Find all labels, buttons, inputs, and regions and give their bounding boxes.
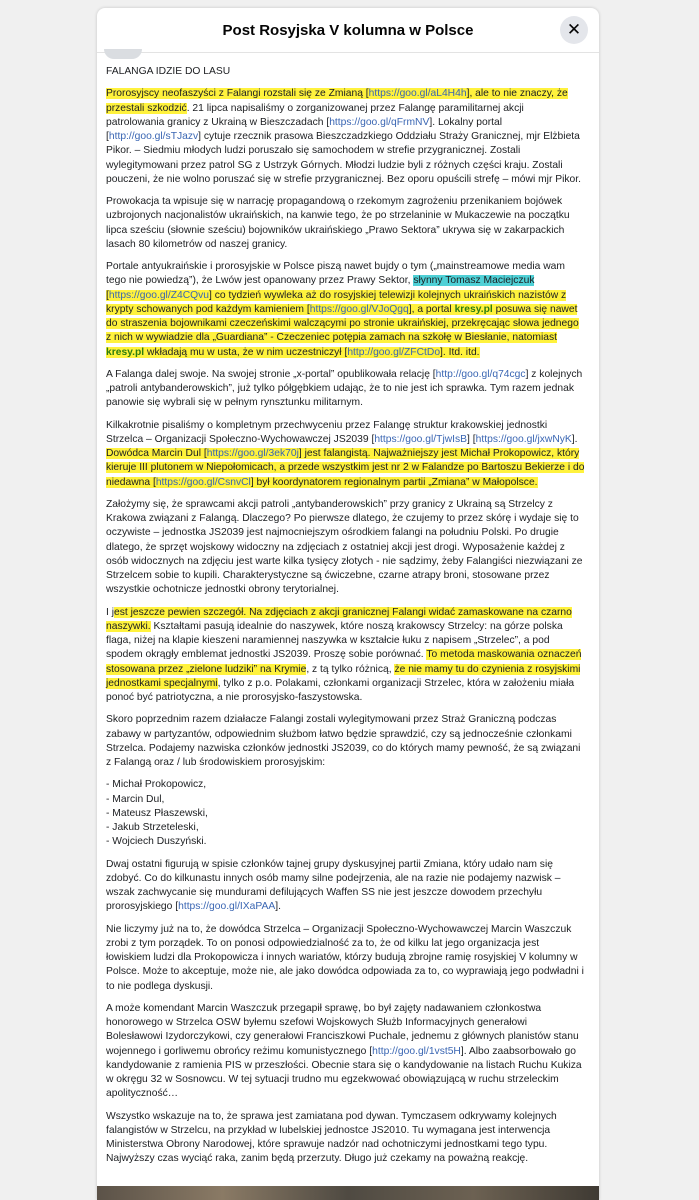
paragraph-4 — [106, 368, 585, 411]
text-segment: ], — [466, 88, 476, 100]
list-item: - Jakub Strzeteleski, — [106, 822, 199, 833]
text-segment: Prorosyjscy neofaszyści z Falangi rozstali się ze Zmianą [ — [106, 88, 369, 100]
highlighted-text: est jeszcze pewien szczegół. Na zdjęciach z akcji granicznej Falangi widać zamaskowane na czarno naszywki. — [106, 606, 572, 632]
link-kresy[interactable]: kresy.pl — [454, 303, 493, 315]
list-item: - Wojciech Duszyński. — [106, 836, 207, 848]
post-body — [97, 53, 599, 1167]
link[interactable]: https://goo.gl/jxwNyK — [475, 433, 572, 445]
paragraph-2: Prowokacja ta wpisuje się w narrację propagandową o rzekomym zagrożeniu przenikaniem bojówek uzbrojonych nacjonalistów ukraińskich, na kanwie tego, że po strzelaninie w Mukaczewie na początku lipca sześciu (słownie sześciu) bojowników ukraińskiego „Prawo Sektora” ukrywa się w zakarpackich lasach 80 kilometrów od naszej granicy. — [106, 196, 570, 250]
dialog-header — [97, 8, 599, 53]
paragraph-12: Wszystko wskazuje na to, że sprawa jest zamiatana pod dywan. Tymczasem odkrywamy kolejnych falangistów w Strzelcu, na przykład w lubelskiej jednostce JS2010. Tu wymagana jest interwencja Ministerstwa Obrony Narodowej, które sprawuje nadzór nad ochotniczymi jednostkami tego typu. Najwyższy czas wyciąć raka, zanim będą przerzuty. Długo już czekamy na poważną reakcję. — [106, 1110, 557, 1165]
link[interactable]: http://goo.gl/1vst5H — [372, 1045, 461, 1057]
close-button[interactable] — [560, 16, 588, 44]
highlighted-text: wkładają mu w usta, że w nim uczestniczył [ — [144, 346, 348, 358]
highlighted-text: To metoda maskowania oznaczeń stosowana przez „zielone ludziki” na Krymie — [106, 649, 582, 675]
link[interactable]: https://goo.gl/qFrmNV — [329, 116, 430, 128]
post-heading: FALANGA IDZIE DO LASU — [106, 66, 231, 77]
link[interactable]: https://goo.gl/TjwIsB — [374, 433, 468, 445]
link[interactable]: https://goo.gl/3ek70j — [206, 448, 299, 459]
text-segment: ]. Lokalny portal [ — [106, 116, 503, 142]
paragraph-9 — [106, 858, 585, 915]
list-item: - Marcin Dul, — [106, 793, 165, 805]
list-item: - Michał Prokopowicz, — [106, 779, 207, 791]
highlighted-text: Dowódca Marcin Dul [ — [106, 448, 207, 459]
text-segment: ]. Itd. itd. — [440, 346, 480, 358]
text-segment: Kilkakrotnie pisaliśmy o kompletnym przechwyceniu przez Falangę struktur krakowskiej jednostki Strzelca – Organizacji Społeczno-Wychowawczej JS2039 [ — [106, 419, 548, 445]
post-image-preview[interactable] — [97, 1186, 599, 1200]
highlighted-text: że nie mamy tu do czynienia z rosyjskimi jednostkami specjalnymi — [106, 663, 581, 689]
text-segment: , tylko z p.o. Polakami, członkami organizacji Strzelec, która w założeniu miała ponoć być patriotyczna, a nie prorosyjsko-faszystowska. — [106, 677, 575, 703]
avatar — [104, 49, 142, 59]
text-segment: ]. Albo zaabsorbowało go kandydowanie z ramienia PIS w przeszłości. Obecnie stara się o kandydowanie na listach Ruchu Kukiza w okręgu 32 w Sosnowcu. W tej sytuacji trudno mu egzekwować obowiązującą w ruchu strzeleckim apolityczność… — [106, 1045, 582, 1100]
text-segment: tym („mainstreamowe media wam tego nie powiedzą”), że Lwów jest opanowany przez Prawy Sektor, — [106, 261, 565, 287]
text-segment: ]. — [571, 433, 578, 445]
paragraph-3 — [106, 260, 585, 360]
text-segment: ], a portal — [408, 303, 455, 315]
text-segment: . 21 lipca napisaliśmy o zorganizowanej przez Falangę paramilitarnej akcji patrolowania granicy z Ukrainą w Bieszczadach [ — [106, 102, 524, 128]
link[interactable]: https://goo.gl/VJoQgq — [309, 303, 409, 315]
paragraph-7 — [106, 606, 585, 706]
paragraph-6: Założymy się, że sprawcami akcji patroli „antybanderowskich” przy granicy z Ukrainą są Strzelcy z Krakowa związani z Falangą. Dlaczego? Po pierwsze dlatego, że czujemy to przez skórę i wydaje się to oczywiste – jednostka JS2039 jest najmocniejszym ośrodkiem falangi na południu Polski. Po drugie dlatego, że sprzęt wojskowy widoczny na zdjęciach z ostatniej akcji jest drogi. Wyposażenie każdej z osób widocznych na zdjęciu jest warte kilka tysięcy złotych - nie sądzimy, żeby Falangiści niezwiązani ze Strzelcem sobie to kupili. Charakterystyczne są ćwiczebne, czarne atrapy broni, stosowane przez wszystkie ochotnicze jednostki obrony terytorialnej. — [106, 498, 583, 596]
paragraph-10: Nie liczymy już na to, że dowódca Strzelca – Organizacji Społeczno-Wychowawczej Marcin Waszczuk zrobi z tym porządek. To on ponosi odpowiedzialność za to, że od kilku lat jego organizacja jest łowiskiem ludzi dla Prokopowicza i innych wariatów, którzy budują zbrojne ramię rosyjskiej V kolumny w Polsce. Może to akceptuje, może nie, ale jako dowódca odpowiada za to, co wyprawiają jego podwładni i to nie podlega dyskusji. — [106, 923, 584, 992]
text-segment: ]. — [275, 901, 281, 913]
link[interactable]: http://goo.gl/ZFCtDo — [347, 346, 441, 358]
link[interactable]: http://goo.gl/sTJazv — [108, 131, 199, 142]
highlighted-text: ] był koordynatorem regionalnym partii „Zmiana” w Małopolsce. — [250, 476, 538, 488]
dialog-title: Post Rosyjska V kolumna w Polsce — [222, 21, 474, 39]
highlighted-text: słynny Tomasz Maciejczuk — [413, 275, 535, 287]
text-segment: Kształtami pasują idealnie do naszywek, które noszą krakowscy Strzelcy: na górze polska flaga, niżej na klapie kieszeni naramiennej naszywka w kształcie łuku z napisem „Strzelec”, a pod spodem okrągły emblemat jednostki JS2039. Proszę sobie porównać. — [106, 620, 563, 661]
text-segment: ] [ — [467, 433, 476, 445]
highlighted-text: ] jest falangistą. Najważniejszy jest Michał Prokopowicz, który kieruje III plutonem w Niepołomicach, a przede wszystkim jest nr 2 w Falandze po Bartoszu Bekierze i do niedawna [ — [106, 448, 585, 488]
paragraph-5 — [106, 419, 585, 490]
link[interactable]: https://goo.gl/IXaPAA — [178, 901, 276, 913]
link[interactable]: http://goo.gl/q74cgc — [435, 368, 526, 380]
text-segment: Portale antyukraińskie i prorosyjskie w Polsce piszą nawet bujdy o — [106, 261, 411, 272]
highlighted-text: kolejnych ukraińskich nazistów z krypty schowanych pod każdym kamieniem [ — [106, 289, 567, 315]
list-item: - Mateusz Płaszewski, — [106, 807, 208, 819]
link[interactable]: https://goo.gl/aL4H4h — [368, 88, 467, 100]
link-kresy[interactable]: kresy.pl — [106, 346, 145, 358]
post-author-strip — [104, 53, 585, 65]
text-segment: ] cytuje rzecznik prasowa Bieszczadzkiego Oddziału Straży Granicznej, mjr Elżbieta Pikor. – Siedmiu młodych ludzi poruszało się samochodem w strefie przygranicznej. Zostali wylegitymowani przez patrol SG z Ustrzyk Górnych. Młodzi ludzie byli z różnych części kraju. Zostali pouczeni, że nie wolno poruszać się w strefie przygranicznej. Bez oporu opuścili strefę – mówi mjr Pikor. — [106, 131, 582, 185]
text-segment: , z tą tylko różnicą, — [306, 663, 395, 675]
highlighted-text: ale to nie znaczy, że przestali szkodzić — [106, 88, 568, 114]
highlighted-text: posuwa się nawet do straszenia bojownikami czeczeńskimi walczącymi po stronie ukraińskiej, przekręcając słowa jednego z nich w wywiadzie dla „Guardiana” - Czeczeniec potępia zamach na szkołę w Biesłanie, natomiast — [106, 303, 579, 344]
text-segment: ] co tydzień wywleka aż do rosyjskiej telewizji — [209, 289, 418, 301]
text-segment: I j — [106, 606, 115, 618]
text-segment: A Falanga dalej swoje. Na swojej stronie „x-portal” opublikowała relację [ — [106, 368, 436, 380]
link[interactable]: https://goo.gl/Z4CQvu — [108, 289, 210, 301]
post-dialog — [97, 8, 599, 1200]
text-segment: Dwaj ostatni figurują w spisie członków tajnej grupy dyskusyjnej partii Zmiana, który udało nam się zdobyć. Co do kilkunastu innych osób mamy silne podejrzenia, ale na razie nie podajemy nazwisk – wszak zachwycanie się mundurami defilujących Waffen SS nie jest jeszcze dowodem przechyłu prorosyjskiego [ — [106, 858, 561, 913]
link[interactable]: https://goo.gl/CsnvCl — [155, 476, 251, 488]
text-segment: [ — [106, 289, 109, 301]
paragraph-1 — [106, 87, 585, 187]
text-segment: ] z kolejnych „patroli antybanderowskich”, już tylko półgębkiem udając, że to nie jest ich sprawka. Tym razem jednak panowie się wybrali się w pełnym rynsztunku militarnym. — [106, 368, 583, 409]
names-list — [106, 778, 585, 849]
text-segment: A może komendant Marcin Waszczuk przegapił sprawę, bo był zajęty nadawaniem członkostwa honorowego w Strzelca OSW byłemu szefowi Wojskowych Służb Informacyjnych generałowi Bolesławowi Izydorczykowi, czy generałowi Franciszkowi Puchale, jednemu z głównych planistów stanu wojennego i gorliwemu obrońcy reżimu komunistycznego [ — [106, 1002, 579, 1057]
paragraph-8: Skoro poprzednim razem działacze Falangi zostali wylegitymowani przez Straż Graniczną podczas zabawy w partyzantów, odpowiednim służbom łatwo będzie sprawdzić, czy są jednocześnie członkami Strzelca. Podajemy nazwiska członków jednostki JS2039, co do których mamy pewność, że są związani z Falangą oraz / lub środowiskiem prorosyjskim: — [106, 714, 581, 768]
paragraph-11 — [106, 1002, 585, 1102]
close-icon: ✕ — [566, 19, 582, 40]
